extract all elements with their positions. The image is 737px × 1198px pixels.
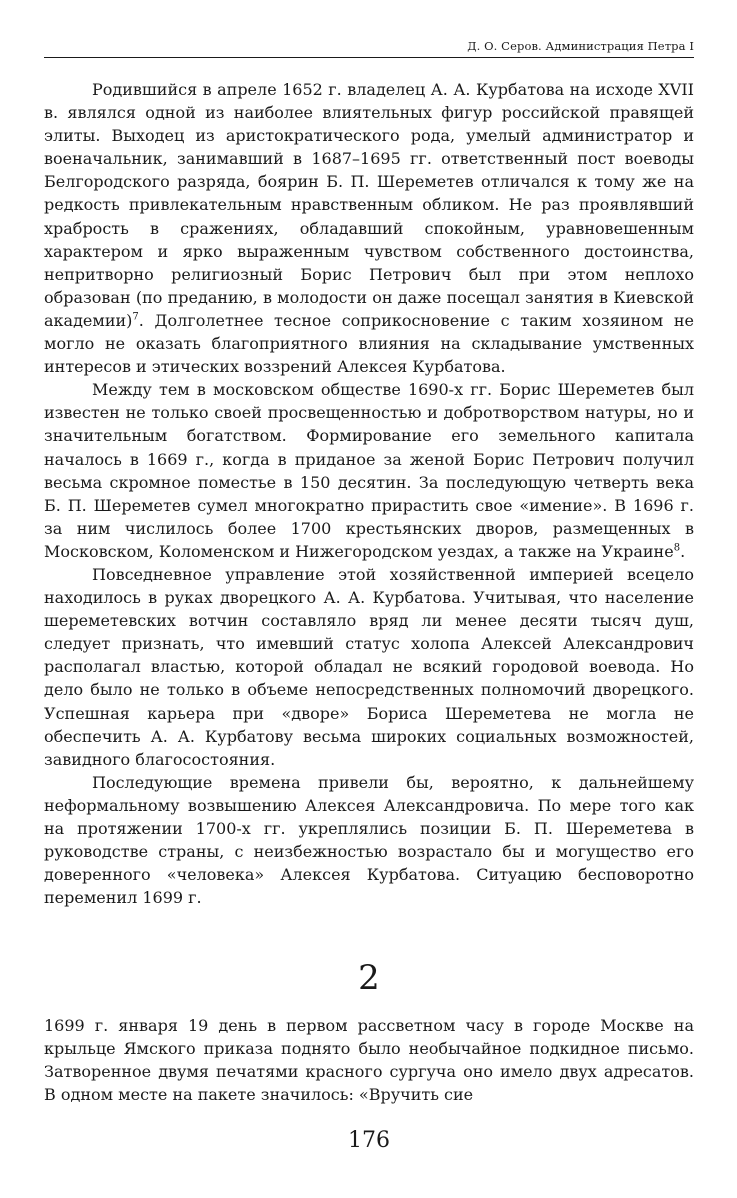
page-number: 176	[348, 1128, 390, 1153]
paragraph-2-text-cont: .	[680, 541, 686, 561]
paragraph-2	[44, 378, 694, 563]
paragraph-3-text: Повседневное управление этой хозяйственной империей всецело находилось в руках дворецкого А. А. Курбатова. Учитывая, что население шереметевских вотчин составляло вряд ли менее десяти тысяч душ, следует признать, что имевший статус холопа Алексей Александрович располагал властью, которой обладал не всякий городовой воевода. Но дело было не только в объеме непосредственных полномочий дворецкого. Успешная карьера при «дворе» Бориса Шереметева не могла не обеспечить А. А. Курбатову весьма широких социальных возможностей, завидного благосостояния.	[44, 564, 694, 769]
paragraph-1-text-cont: . Долголетнее тесное соприкосновение с таким хозяином не могло не оказать благоприятного влияния на складывание умственных интересов и этических воззрений Алексея Курбатова.	[44, 310, 694, 377]
section-number: 2	[358, 958, 380, 998]
paragraph-4	[44, 771, 694, 910]
body-text	[44, 78, 694, 909]
footnote-ref-8: 8	[673, 542, 681, 554]
paragraph-2-text: Между тем в московском обществе 1690-х гг. Борис Шереметев был известен не только своей просвещенностью и добротворством натуры, но и значительным богатством. Формирование его земельного капитала началось в 1669 г., когда в приданое за женой Борис Петрович получил весьма скромное поместье в 150 десятин. За последующую четверть века Б. П. Шереметев сумел многократно прирастить свое «имение». В 1696 г. за ним числилось более 1700 крестьянских дворов, размещенных в Московском, Коломенском и Нижегородском уездах, а также на Украине	[44, 380, 694, 561]
paragraph-3	[44, 563, 694, 771]
paragraph-4-text: Последующие времена привели бы, вероятно, к дальнейшему неформальному возвышению Алексея Александровича. По мере того как на протяжении 1700-х гг. укреплялись позиции Б. П. Шереметева в руководстве страны, с неизбежностью возрастало бы и могущество его доверенного «человека» Алексея Курбатова. Ситуацию бесповоротно переменил 1699 г.	[44, 772, 694, 908]
footnote-ref-7: 7	[132, 311, 139, 323]
paragraph-1-text: Родившийся в апреле 1652 г. владелец А. А. Курбатова на исходе XVII в. являлся одной из наиболее влиятельных фигур российской правящей элиты. Выходец из аристократического рода, умелый администратор и военачальник, занимавший в 1687–1695 гг. ответственный пост воеводы Белгородского разряда, боярин Б. П. Шереметев отличался к тому же на редкость привлекательным нравственным обликом. Не раз проявлявший храбрость в сражениях, обладавший спокойным, уравновешенным характером и ярко выраженным чувством собственного достоинства, непритворно религиозный Борис Петрович был при этом неплохо образован (по преданию, в молодости он даже посещал занятия в Киевской академии)	[44, 80, 694, 330]
running-title: Д. О. Серов. Администрация Петра I	[467, 39, 694, 53]
paragraph-1	[44, 78, 694, 378]
running-header	[44, 10, 694, 58]
section-paragraph: 1699 г. января 19 день в первом рассветном часу в городе Москве на крыльце Ямского приказа поднято было необычайное подкидное письмо. Затворенное двумя печатями красного сургуча оно имело двух адресатов. В одном месте на пакете значилось: «Вручить сие	[44, 1016, 694, 1105]
header-rule	[44, 57, 694, 58]
section-text	[44, 1014, 694, 1106]
